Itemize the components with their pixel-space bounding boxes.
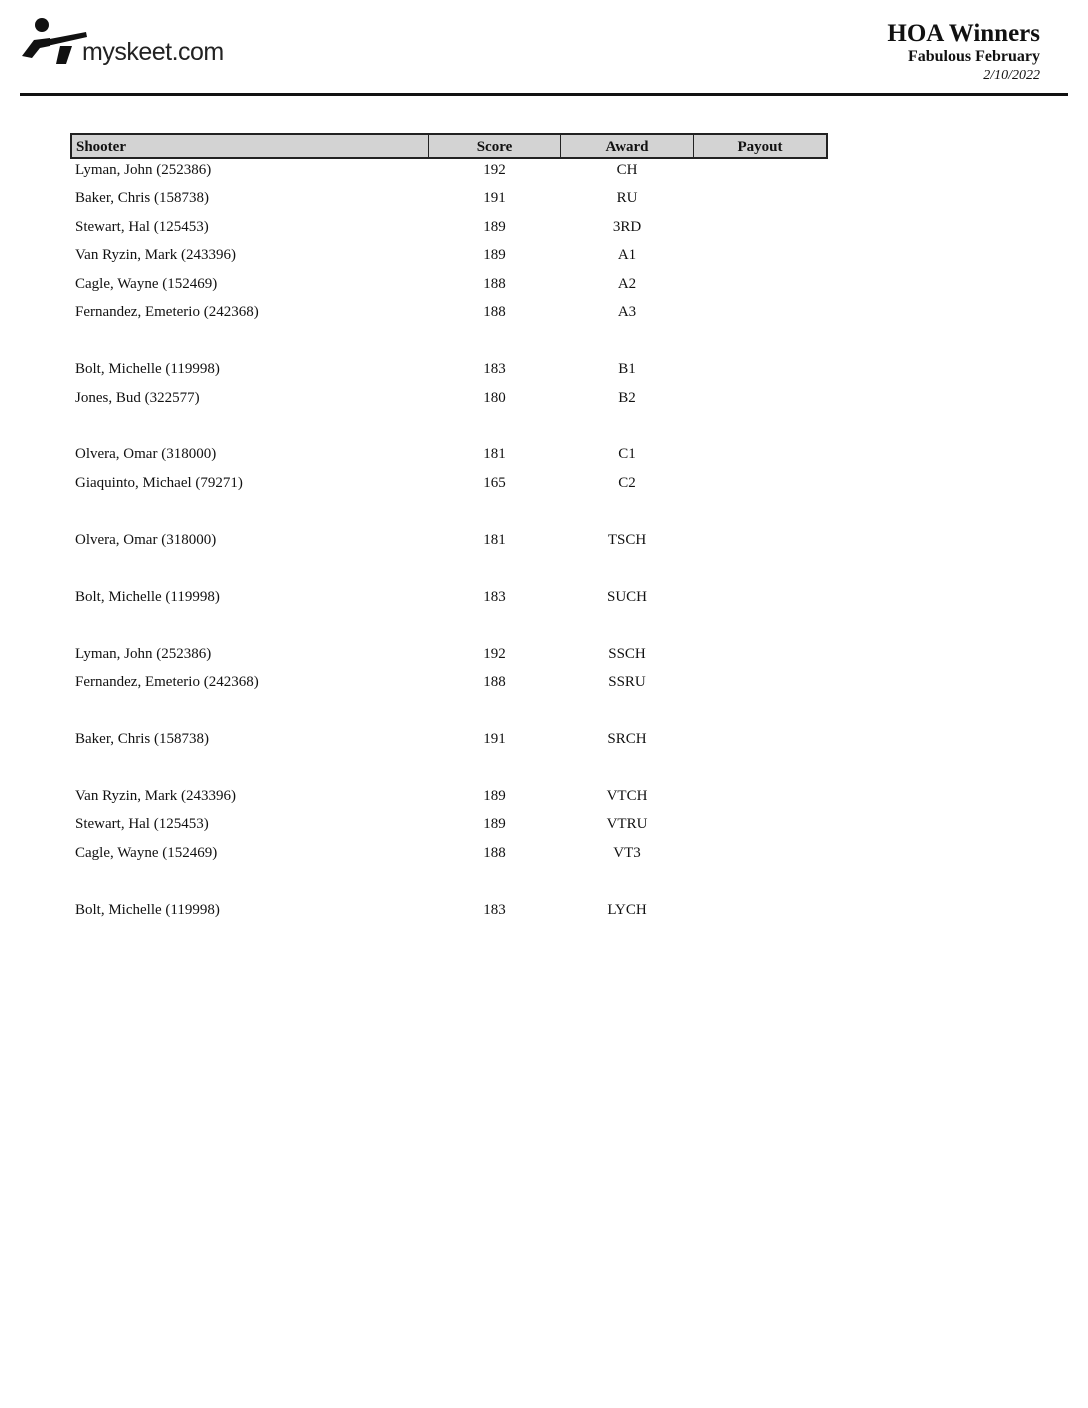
score-cell: 189: [483, 788, 506, 804]
shooter-cell: Cagle, Wayne (152469): [75, 276, 218, 292]
award-cell: SSCH: [608, 646, 646, 662]
score-cell: 181: [483, 532, 506, 548]
column-header-payout: Payout: [693, 133, 828, 159]
award-cell: VTCH: [606, 788, 648, 804]
award-cell: B1: [618, 361, 636, 377]
column-header-award: Award: [560, 133, 694, 159]
table-row: [70, 589, 830, 611]
score-cell: 192: [483, 162, 506, 178]
shooter-cell: Fernandez, Emeterio (242368): [75, 304, 259, 320]
score-cell: 189: [483, 247, 506, 263]
table-row: [70, 162, 830, 184]
score-cell: 188: [483, 674, 506, 690]
award-cell: C1: [618, 446, 636, 462]
award-cell: LYCH: [607, 902, 647, 918]
award-cell: CH: [616, 162, 638, 178]
event-name: Fabulous February: [907, 48, 1040, 65]
shooter-silhouette-icon: [20, 16, 90, 66]
score-cell: 191: [483, 190, 506, 206]
award-cell: SRCH: [607, 731, 647, 747]
column-header-shooter: Shooter: [70, 133, 429, 159]
award-cell: VT3: [613, 845, 641, 861]
shooter-cell: Bolt, Michelle (119998): [75, 361, 220, 377]
event-date: 2/10/2022: [983, 68, 1040, 83]
logo-text: myskeet.com: [82, 38, 224, 66]
table-row: [70, 816, 830, 838]
shooter-cell: Lyman, John (252386): [75, 646, 212, 662]
award-cell: VTRU: [606, 816, 648, 832]
table-row: [70, 845, 830, 867]
award-cell: TSCH: [607, 532, 647, 548]
table-row: [70, 788, 830, 810]
award-cell: B2: [618, 390, 636, 406]
award-cell: A1: [617, 247, 637, 263]
award-cell: RU: [616, 190, 638, 206]
score-cell: 165: [483, 475, 506, 491]
table-row: [70, 532, 830, 554]
award-cell: SSRU: [608, 674, 646, 690]
table-row: [70, 646, 830, 668]
shooter-cell: Cagle, Wayne (152469): [75, 845, 218, 861]
score-cell: 180: [483, 390, 506, 406]
table-row: [70, 304, 830, 326]
shooter-cell: Stewart, Hal (125453): [75, 816, 209, 832]
score-cell: 191: [483, 731, 506, 747]
shooter-cell: Olvera, Omar (318000): [75, 446, 217, 462]
column-header-score: Score: [428, 133, 561, 159]
shooter-cell: Van Ryzin, Mark (243396): [75, 788, 237, 804]
award-cell: A3: [617, 304, 637, 320]
table-row: [70, 390, 830, 412]
table-row: [70, 219, 830, 241]
shooter-cell: Olvera, Omar (318000): [75, 532, 217, 548]
table-row: [70, 902, 830, 924]
score-cell: 192: [483, 646, 506, 662]
shooter-cell: Giaquinto, Michael (79271): [75, 475, 243, 491]
score-cell: 188: [483, 845, 506, 861]
award-cell: 3RD: [612, 219, 642, 235]
shooter-cell: Baker, Chris (158738): [75, 731, 209, 747]
shooter-cell: Van Ryzin, Mark (243396): [75, 247, 237, 263]
header-rule: [20, 93, 1068, 96]
table-row: [70, 731, 830, 753]
myskeet-logo: [20, 16, 230, 68]
award-cell: SUCH: [606, 589, 647, 605]
table-row: [70, 190, 830, 212]
page-title: HOA Winners: [887, 20, 1040, 47]
shooter-cell: Bolt, Michelle (119998): [75, 589, 220, 605]
shooter-cell: Bolt, Michelle (119998): [75, 902, 220, 918]
table-row: [70, 475, 830, 497]
table-row: [70, 361, 830, 383]
award-cell: C2: [618, 475, 636, 491]
shooter-cell: Stewart, Hal (125453): [75, 219, 209, 235]
table-row: [70, 446, 830, 468]
shooter-cell: Lyman, John (252386): [75, 162, 212, 178]
table-row: [70, 674, 830, 696]
score-cell: 188: [483, 304, 506, 320]
score-cell: 183: [483, 361, 506, 377]
score-cell: 188: [483, 276, 506, 292]
award-cell: A2: [617, 276, 637, 292]
shooter-cell: Baker, Chris (158738): [75, 190, 209, 206]
shooter-cell: Jones, Bud (322577): [75, 390, 200, 406]
table-row: [70, 247, 830, 269]
score-cell: 181: [483, 446, 506, 462]
table-row: [70, 276, 830, 298]
score-cell: 189: [483, 816, 506, 832]
score-cell: 189: [483, 219, 506, 235]
score-cell: 183: [483, 902, 506, 918]
score-cell: 183: [483, 589, 506, 605]
shooter-cell: Fernandez, Emeterio (242368): [75, 674, 259, 690]
